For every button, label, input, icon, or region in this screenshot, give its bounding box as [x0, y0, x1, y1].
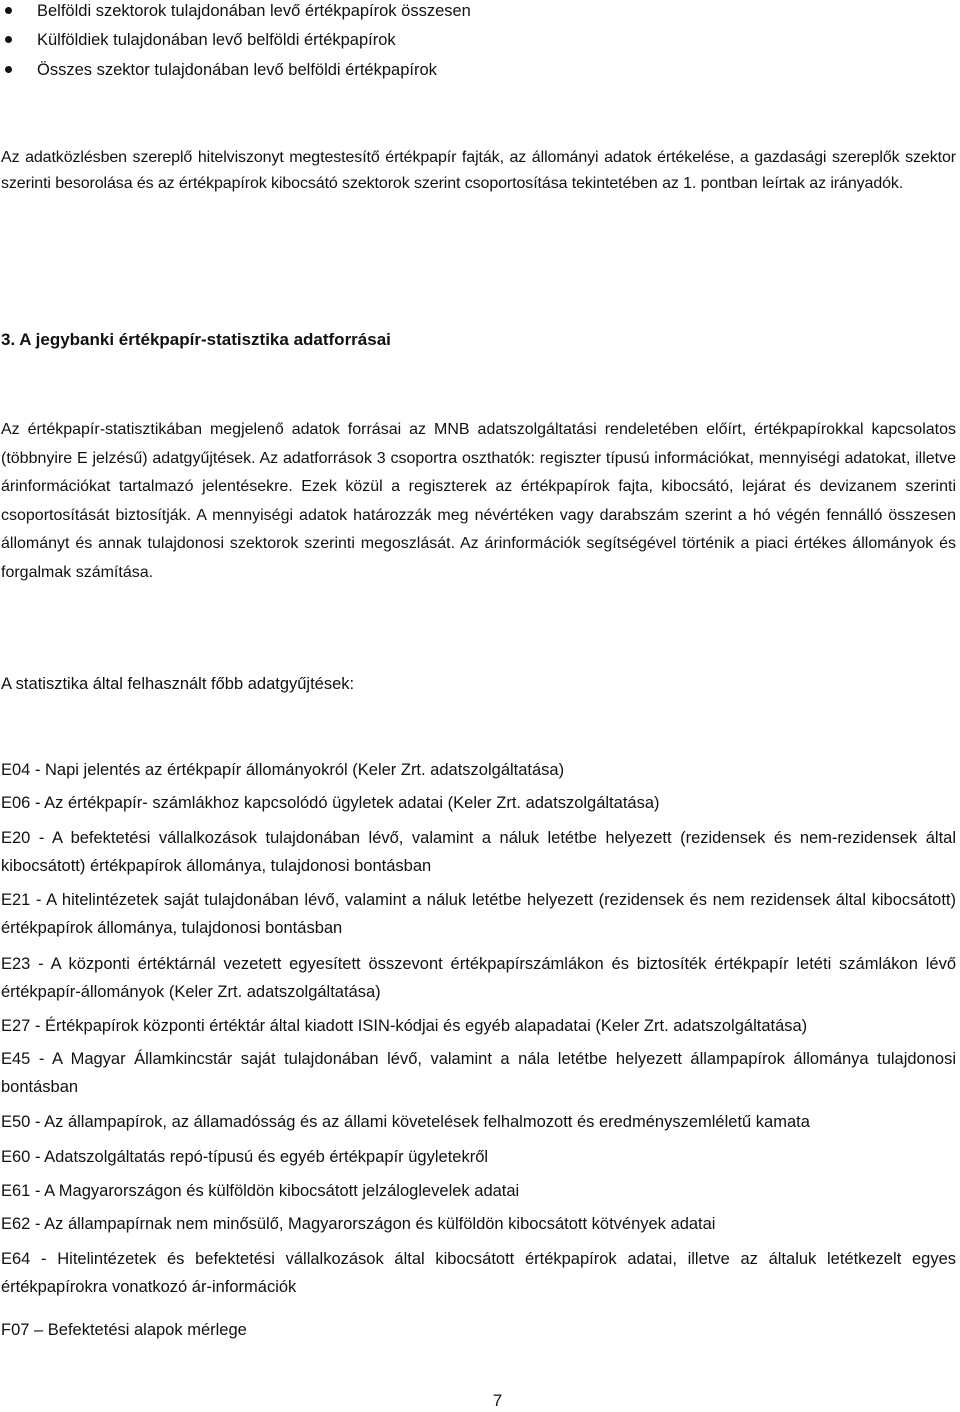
bullet-item	[0, 0, 940, 24]
list-item: E04 - Napi jelentés az értékpapír állományokról (Keler Zrt. adatszolgáltatása)	[1, 761, 565, 779]
page-number: 7	[492, 1391, 503, 1410]
bullet-text: Külföldiek tulajdonában levő belföldi értékpapírok	[37, 31, 396, 49]
bullet-dot-icon	[5, 36, 12, 43]
sources-paragraph: Az értékpapír-statisztikában megjelenő adatok forrásai az MNB adatszolgáltatási rendeletében előírt, értékpapírokkal kapcsolatos (többnyire E jelzésű) adatgyűjtések. Az adatforrások 3 csoportra oszthatók: regiszter típusú információkat, mennyiségi adatokat, illetve árinformációkat tartalmazó jelentésekre. Ezek közül a regiszterek az értékpapírok fajta, kibocsátó, lejárat és devizanem szerinti csoportosítását biztosítják. A mennyiségi adatok határozzák meg névértéken vagy darabszám szerint a hó végén fennálló összesen állományt és annak tulajdonosi szektorok szerinti megoszlását. Az árinformációk segítségével történik a piaci értékes állományok és forgalmak számítása.	[1, 421, 956, 581]
collections-lead: A statisztika által felhasznált főbb adatgyűjtések:	[1, 675, 355, 693]
bullet-dot-icon	[5, 66, 12, 73]
section-heading: 3. A jegybanki értékpapír-statisztika adatforrásai	[1, 330, 391, 349]
list-item: E62 - Az állampapírnak nem minősülő, Magyarországon és külföldön kibocsátott kötvények adatai	[1, 1215, 716, 1233]
list-item: F07 – Befektetési alapok mérlege	[1, 1321, 247, 1339]
list-item: E23 - A központi értéktárnál vezetett egyesített összevont értékpapírszámlákon és biztosíték értékpapír letéti számlákon lévő értékpapír-állományok (Keler Zrt. adatszolgáltatása)	[1, 955, 956, 1001]
intro-paragraph: Az adatközlésben szereplő hitelviszonyt megtestesítő értékpapír fajták, az állományi adatok értékelése, a gazdasági szereplők szektor szerinti besorolása és az értékpapírok kibocsátó szektorok szerint csoportosítása tekintetében az 1. pontban leírtak az irányadók.	[1, 149, 956, 192]
list-item: E50 - Az állampapírok, az államadósság és az állami követelések felhalmozott és eredményszemléletű kamata	[1, 1113, 810, 1131]
list-item: E61 - A Magyarországon és külföldön kibocsátott jelzáloglevelek adatai	[1, 1182, 520, 1200]
list-item: E21 - A hitelintézetek saját tulajdonában lévő, valamint a náluk letétbe helyezett (rezidensek és nem rezidensek által kibocsátott) értékpapírok állománya, tulajdonosi bontásban	[1, 891, 956, 937]
list-item: E45 - A Magyar Államkincstár saját tulajdonában lévő, valamint a nála letétbe helyezett állampapírok állománya tulajdonosi bontásban	[1, 1050, 956, 1096]
bullet-text: Összes szektor tulajdonában levő belföldi értékpapírok	[37, 61, 437, 79]
bullet-text: Belföldi szektorok tulajdonában levő értékpapírok összesen	[37, 2, 471, 20]
bullet-item	[0, 27, 940, 53]
list-item: E27 - Értékpapírok központi értéktár által kiadott ISIN-kódjai és egyéb alapadatai (Keler Zrt. adatszolgáltatása)	[1, 1017, 808, 1035]
bullet-item	[0, 57, 940, 83]
list-item: E60 - Adatszolgáltatás repó-típusú és egyéb értékpapír ügyletekről	[1, 1148, 489, 1166]
bullet-dot-icon	[5, 7, 12, 14]
list-item: E20 - A befektetési vállalkozások tulajdonában lévő, valamint a náluk letétbe helyezett (rezidensek és nem-rezidensek által kibocsátott) értékpapírok állománya, tulajdonosi bontásban	[1, 829, 956, 875]
list-item: E06 - Az értékpapír- számlákhoz kapcsolódó ügyletek adatai (Keler Zrt. adatszolgáltatása)	[1, 794, 660, 812]
list-item: E64 - Hitelintézetek és befektetési vállalkozások által kibocsátott értékpapírok adatai, illetve az általuk letétkezelt egyes értékpapírokra vonatkozó ár-információk	[1, 1250, 956, 1296]
